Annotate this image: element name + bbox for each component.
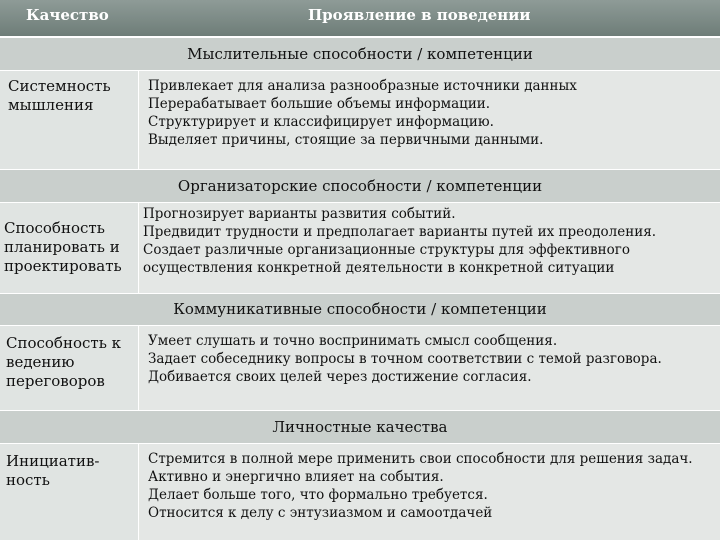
behavior-line: Делает больше того, что формально требуется. <box>148 487 488 503</box>
quality-line: переговоров <box>6 372 105 390</box>
behavior-line: Привлекает для анализа разнообразные источники данных <box>148 78 577 94</box>
behavior-line: Предвидит трудности и предполагает варианты путей их преодоления. <box>143 224 657 240</box>
quality-line: ность <box>6 471 50 489</box>
header-quality: Качество <box>26 6 109 24</box>
behavior-line: осуществления конкретной деятельности в конкретной ситуации <box>143 260 615 276</box>
quality-personal <box>0 444 139 540</box>
quality-communication <box>0 326 139 410</box>
quality-line: мышления <box>8 96 94 114</box>
behavior-line: Стремится в полной мере применить свои способности для решения задач. <box>148 451 693 467</box>
behavior-line: Перерабатывает большие объемы информации. <box>148 96 491 112</box>
behavior-communication <box>140 326 720 410</box>
quality-line: планировать и <box>4 238 120 256</box>
header-behavior: Проявление в поведении <box>308 6 531 24</box>
behavior-line: Создает различные организационные структуры для эффективного <box>143 242 630 258</box>
behavior-line: Прогнозирует варианты развития событий. <box>143 206 456 222</box>
behavior-thinking <box>140 71 720 169</box>
quality-line: проектировать <box>4 257 122 275</box>
behavior-line: Задает собеседнику вопросы в точном соответствии с темой разговора. <box>148 351 662 367</box>
quality-thinking <box>0 71 139 169</box>
quality-line: Способность <box>4 219 105 237</box>
section-title-thinking: Мыслительные способности / компетенции <box>0 37 720 71</box>
behavior-line: Активно и энергично влияет на события. <box>148 469 444 485</box>
behavior-line: Относится к делу с энтузиазмом и самоотдачей <box>148 505 493 521</box>
behavior-line: Добивается своих целей через достижение согласия. <box>148 369 532 385</box>
section-title-communication: Коммуникативные способности / компетенции <box>0 293 720 326</box>
section-title-organizing: Организаторские способности / компетенции <box>0 169 720 203</box>
quality-line: Способность к <box>6 334 122 352</box>
quality-line: Инициатив- <box>6 452 100 470</box>
section-title-personal: Личностные качества <box>0 410 720 444</box>
behavior-line: Умеет слушать и точно воспринимать смысл сообщения. <box>148 333 558 349</box>
behavior-organizing <box>140 203 720 293</box>
quality-organizing <box>0 203 139 293</box>
quality-line: ведению <box>6 353 75 371</box>
behavior-line: Выделяет причины, стоящие за первичными данными. <box>148 132 544 148</box>
behavior-personal <box>140 444 720 540</box>
table-header <box>0 0 720 38</box>
quality-line: Системность <box>8 77 111 95</box>
behavior-line: Структурирует и классифицирует информацию. <box>148 114 494 130</box>
